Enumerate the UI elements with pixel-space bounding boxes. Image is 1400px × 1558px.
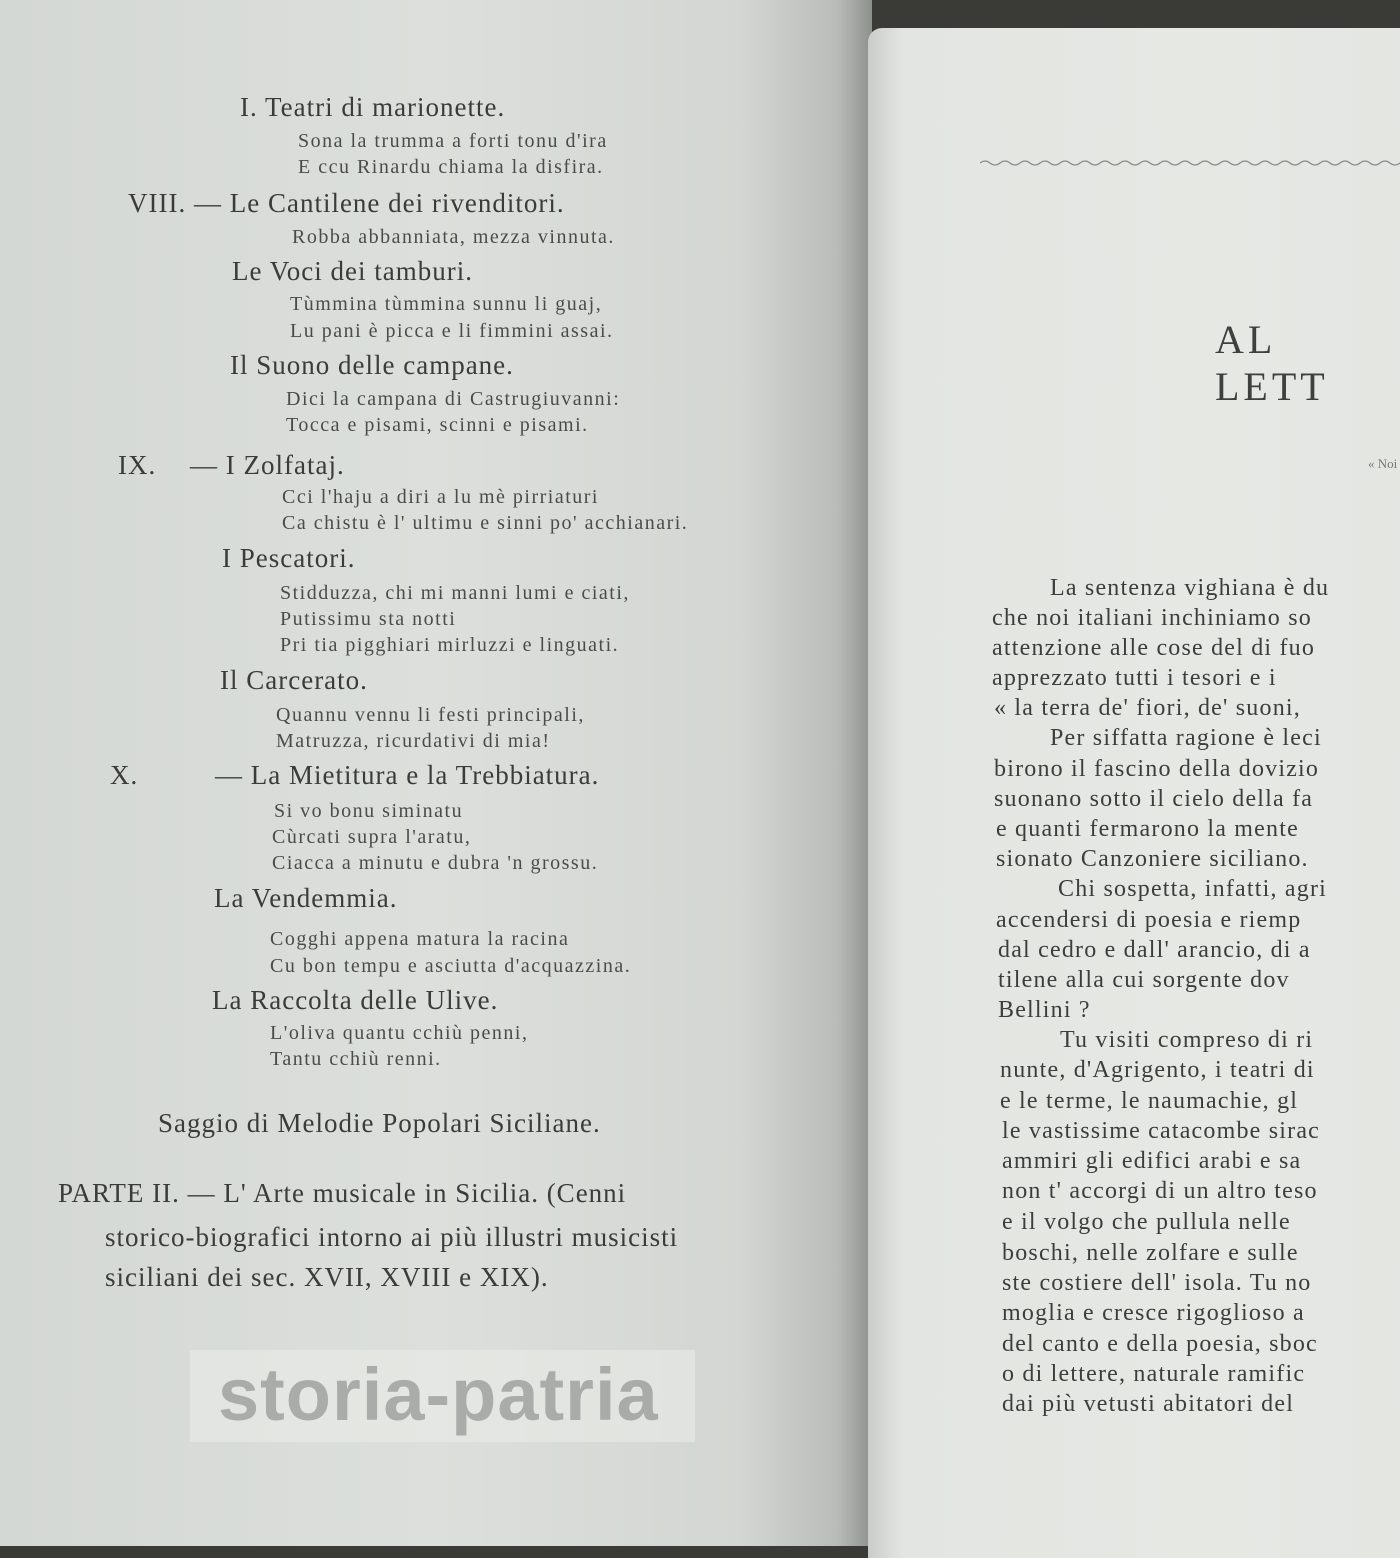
section-heading: — La Mietitura e la Trebbiatura. [215,760,600,790]
verse-line: Si vo bonu siminatu [274,800,464,822]
section-heading: — I Zolfataj. [190,450,345,480]
verse-line: Tùmmina tùmmina sunnu li guaj, [290,293,603,315]
watermark-text: storia-patria [218,1353,659,1436]
verse-line: Quannu vennu li festi principali, [276,704,585,726]
decorative-rule [980,158,1400,168]
paragraph-line: « la terra de' fiori, de' suoni, [994,695,1301,721]
verse-line: Tocca e pisami, scinni e pisami. [286,414,589,436]
section-heading: La Vendemmia. [214,883,398,913]
paragraph-line: accendersi di poesia e riemp [996,907,1302,933]
paragraph-line: apprezzato tutti i tesori e i [992,665,1277,691]
paragraph-line: e quanti fermarono la mente [996,816,1299,842]
paragraph-line: ste costiere dell' isola. Tu no [1002,1270,1312,1296]
paragraph-line: tilene alla cui sorgente dov [998,967,1290,993]
verse-line: Sona la trumma a forti tonu d'ira [298,130,608,152]
paragraph-line: nunte, d'Agrigento, i teatri di [1000,1057,1315,1083]
verse-line: Robba abbanniata, mezza vinnuta. [292,226,615,248]
section-heading: I Pescatori. [222,543,356,573]
verse-line: Cci l'haju a diri a lu mè pirriaturi [282,486,599,508]
verse-line: Tantu cchiù renni. [270,1048,442,1070]
verse-line: Putissimu sta notti [280,608,457,630]
section-heading: Il Carcerato. [220,665,368,695]
paragraph-line: dal cedro e dall' arancio, di a [998,937,1311,963]
paragraph-line: non t' accorgi di un altro teso [1002,1178,1318,1204]
verse-line: Ciacca a minutu e dubra 'n grossu. [272,852,599,874]
epigraph: « Noi [1368,456,1398,471]
paragraph-line: Tu visiti compreso di ri [1060,1027,1314,1053]
paragraph-line: Bellini ? [998,997,1091,1023]
section-heading: La Raccolta delle Ulive. [212,985,499,1015]
paragraph-line: sionato Canzoniere siciliano. [996,846,1309,872]
section-heading: Il Suono delle campane. [230,350,514,380]
paragraph-line: le vastissime catacombe sirac [1002,1118,1321,1144]
paragraph-line: birono il fascino della dovizio [994,756,1320,782]
paragraph-line: dai più vetusti abitatori del [1002,1391,1295,1417]
section-heading: siciliani dei sec. XVII, XVIII e XIX). [105,1262,549,1292]
paragraph-line: boschi, nelle zolfare e sulle [1002,1240,1299,1266]
verse-line: E ccu Rinardu chiama la disfira. [298,156,604,178]
verse-line: L'oliva quantu cchiù penni, [270,1022,529,1044]
verse-line: Lu pani è picca e li fimmini assai. [290,320,614,342]
paragraph-line: ammiri gli edifici arabi e sa [1002,1148,1302,1174]
section-heading: X. [110,760,139,790]
chapter-title: AL LETT [1215,317,1329,409]
verse-line: Cùrcati supra l'aratu, [272,826,472,848]
paragraph-line: e le terme, le naumachie, gl [1000,1088,1299,1114]
verse-line: Dici la campana di Castrugiuvanni: [286,388,621,410]
paragraph-line: o di lettere, naturale ramific [1002,1361,1306,1387]
paragraph-line: attenzione alle cose del di fuo [992,635,1316,661]
section-heading: PARTE II. — L' Arte musicale in Sicilia. (Cenni [58,1178,627,1208]
paragraph-line: che noi italiani inchiniamo so [992,605,1312,631]
paragraph-line: e il volgo che pullula nelle [1002,1209,1291,1235]
section-heading: Saggio di Melodie Popolari Siciliane. [158,1108,601,1138]
paragraph-line: Per siffatta ragione è leci [1050,725,1322,751]
section-heading: storico-biografici intorno ai più illustri musicisti [105,1222,679,1252]
paragraph-line: del canto e della poesia, sboc [1002,1331,1318,1357]
section-heading: VIII. — Le Cantilene dei rivenditori. [128,188,565,218]
verse-line: Matruzza, ricurdativi di mia! [276,730,551,752]
verse-line: Stidduzza, chi mi manni lumi e ciati, [280,582,630,604]
paragraph-line: La sentenza vighiana è du [1050,575,1330,601]
section-heading: Le Voci dei tamburi. [232,256,473,286]
verse-line: Cogghi appena matura la racina [270,928,570,950]
section-heading: I. Teatri di marionette. [240,92,506,122]
paragraph-line: moglia e cresce rigoglioso a [1002,1300,1305,1326]
verse-line: Pri tia pigghiari mirluzzi e linguati. [280,634,620,656]
watermark [190,1350,695,1442]
paragraph-line: suonano sotto il cielo della fa [994,786,1314,812]
verse-line: Cu bon tempu e asciutta d'acquazzina. [270,955,632,977]
paragraph-line: Chi sospetta, infatti, agri [1058,876,1328,902]
verse-line: Ca chistu è l' ultimu e sinni po' acchianari. [282,512,689,534]
section-heading: IX. [118,450,157,480]
